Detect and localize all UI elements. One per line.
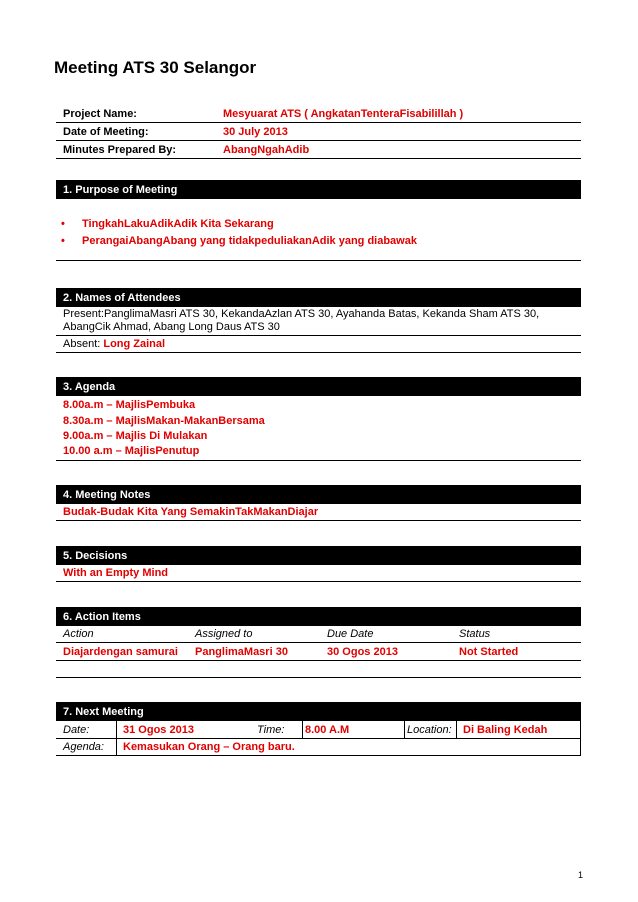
divider (56, 738, 581, 739)
info-row-prepared (56, 141, 581, 159)
divider (56, 642, 581, 643)
meeting-notes-text: Budak-Budak Kita Yang SemakinTakMakanDiajar (63, 506, 319, 518)
grid-line (456, 720, 457, 738)
purpose-item-label: TingkahLakuAdikAdik Kita Sekarang (82, 218, 274, 230)
section-title: 4. Meeting Notes (63, 489, 151, 501)
section-header-attendees (56, 288, 581, 307)
status-cell: Not Started (459, 646, 519, 658)
date-value: 30 July 2013 (223, 126, 288, 138)
agenda-item: 9.00a.m – Majlis Di Mulakan (63, 430, 208, 442)
section-header-notes (56, 485, 581, 504)
grid-line (404, 720, 405, 738)
column-header-assigned: Assigned to (195, 628, 253, 640)
section-title: 6. Action Items (63, 611, 141, 623)
divider (56, 677, 581, 678)
section-header-purpose (56, 180, 581, 199)
divider (56, 660, 581, 661)
prepared-by-label: Minutes Prepared By: (63, 144, 177, 156)
divider (56, 260, 581, 261)
purpose-item-label: PerangaiAbangAbang yang tidakpeduliakanAdik yang diabawak (82, 235, 417, 247)
project-name-label: Project Name: (63, 108, 137, 120)
section-title: 3. Agenda (63, 381, 116, 393)
date-label: Date of Meeting: (63, 126, 149, 138)
meeting-info-table (56, 105, 581, 159)
prepared-by-value: AbangNgahAdib (223, 144, 310, 156)
next-meeting-agenda-label: Agenda: (63, 741, 104, 753)
next-meeting-time-value: 8.00 A.M (305, 724, 350, 736)
info-row-date (56, 123, 581, 141)
absent-value: Long Zainal (103, 338, 166, 350)
page-number: 1 (578, 870, 584, 880)
divider (56, 335, 581, 336)
section-title: 7. Next Meeting (63, 706, 144, 718)
section-title: 2. Names of Attendees (63, 292, 181, 304)
bullet-icon: • (61, 235, 65, 247)
next-meeting-date-value: 31 Ogos 2013 (123, 724, 194, 736)
divider (56, 460, 581, 461)
next-meeting-agenda-value: Kemasukan Orang – Orang baru. (123, 741, 295, 753)
column-header-due-date: Due Date (327, 628, 374, 640)
next-meeting-location-value: Di Baling Kedah (463, 724, 548, 736)
column-header-status: Status (459, 628, 491, 640)
assigned-cell: PanglimaMasri 30 (195, 646, 288, 658)
attendees-present-line2: AbangCik Ahmad, Abang Long Daus ATS 30 (63, 321, 280, 333)
section-title: 5. Decisions (63, 550, 128, 562)
project-name-value: Mesyuarat ATS ( AngkatanTenteraFisabilillah ) (223, 108, 464, 120)
bullet-icon: • (61, 218, 65, 230)
next-meeting-date-label: Date: (63, 724, 90, 736)
attendees-absent (63, 338, 165, 351)
divider (56, 520, 581, 521)
section-header-next-meeting (56, 702, 581, 721)
document-title: Meeting ATS 30 Selangor (54, 58, 257, 77)
info-row-project (56, 105, 581, 123)
action-cell: Diajardengan samurai (63, 646, 178, 658)
section-header-decisions (56, 546, 581, 565)
column-header-action: Action (63, 628, 94, 640)
agenda-item: 10.00 a.m – MajlisPenutup (63, 445, 200, 457)
section-title: 1. Purpose of Meeting (63, 184, 178, 196)
section-header-agenda (56, 377, 581, 396)
absent-label: Absent: (63, 338, 104, 350)
divider (56, 352, 581, 353)
next-meeting-location-label: Location: (407, 724, 452, 736)
section-header-action-items (56, 607, 581, 626)
agenda-item: 8.30a.m – MajlisMakan-MakanBersama (63, 415, 265, 427)
decisions-text: With an Empty Mind (63, 567, 169, 579)
divider (56, 581, 581, 582)
grid-line (302, 720, 303, 738)
agenda-item: 8.00a.m – MajlisPembuka (63, 399, 196, 411)
next-meeting-time-label: Time: (257, 724, 285, 736)
attendees-present-line1: Present:PanglimaMasri ATS 30, KekandaAzlan ATS 30, Ayahanda Batas, Kekanda Sham ATS 30, (63, 308, 540, 320)
due-date-cell: 30 Ogos 2013 (327, 646, 398, 658)
divider (56, 755, 581, 756)
